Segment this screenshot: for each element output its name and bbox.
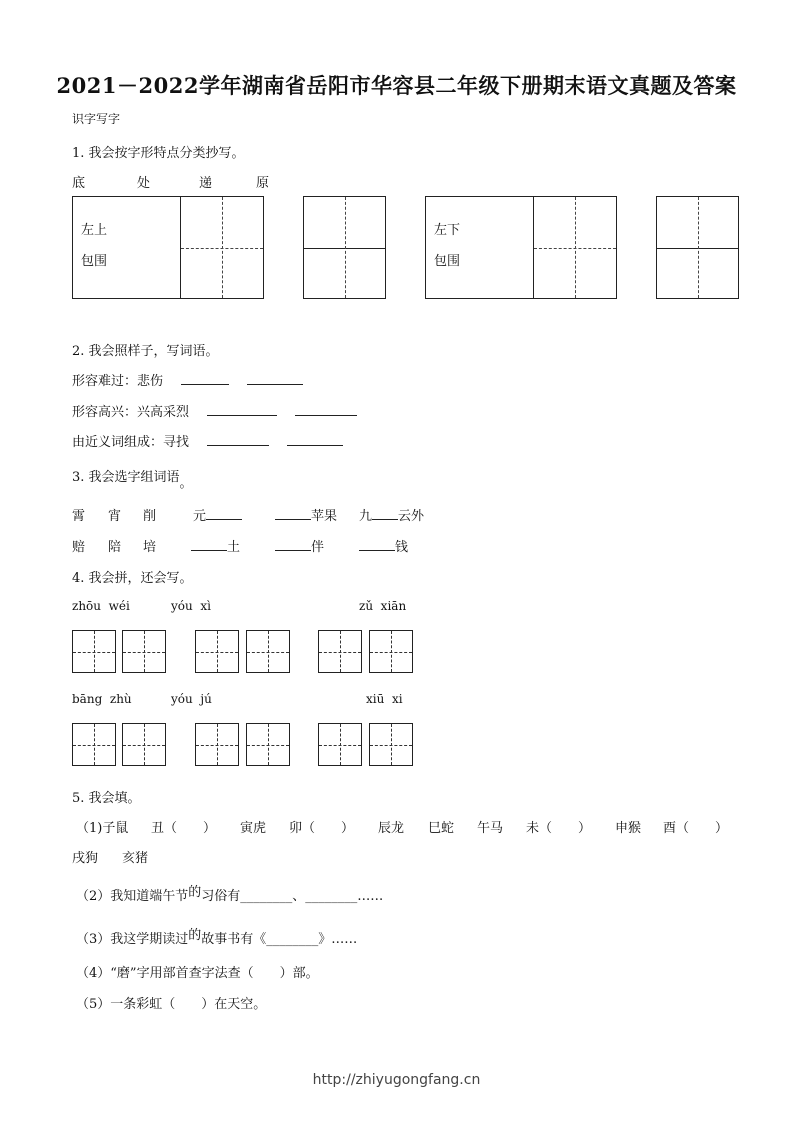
- q2-row-2-blank-1[interactable]: [207, 403, 277, 416]
- box1-label-1: 左上: [81, 223, 108, 238]
- q1-char-3: 递: [199, 176, 213, 191]
- q4-pinyin-6: xiū xi: [366, 692, 403, 706]
- zodiac-6: 巳蛇: [428, 821, 455, 836]
- q2-prompt: 2. 我会照样子，写词语。: [72, 344, 219, 359]
- q5-sub-3: [76, 928, 357, 947]
- zodiac-2[interactable]: 丑（ ）: [151, 821, 217, 836]
- q3-row2-item-1: [191, 536, 240, 555]
- box2-writing-area[interactable]: [533, 197, 616, 298]
- q4-prompt: 4. 我会拼，还会写。: [72, 571, 193, 586]
- q2-row-2-label: 形容高兴：兴高采烈: [72, 405, 190, 420]
- q2-row-3-blank-2[interactable]: [287, 433, 343, 446]
- q4-pinyin-2: yóu xì: [171, 599, 211, 613]
- zodiac-12: 亥猪: [122, 851, 149, 866]
- q4-pinyin-1: zhōu wéi: [72, 599, 130, 613]
- footer-url[interactable]: http://zhiyugongfang.cn: [312, 1072, 481, 1088]
- q2-row-2-blank-2[interactable]: [295, 403, 357, 416]
- q3-blank-5[interactable]: [275, 538, 311, 551]
- q4-pinyin-4: bāng zhù: [72, 692, 132, 706]
- q3-word-yunwai: 云外: [398, 509, 425, 524]
- q3-row2-char-3: 培: [143, 540, 157, 555]
- section-heading: 识字写字: [72, 112, 121, 126]
- q3-blank-3[interactable]: [372, 507, 398, 520]
- q3-row1-item-3: [359, 505, 424, 524]
- tianzige-cell[interactable]: [122, 630, 166, 673]
- q5-sub-4[interactable]: （4）“磨”字用部首查字法查（ ）部。: [76, 966, 319, 981]
- box1-label-2: 包围: [81, 254, 108, 269]
- q3-row1-char-3: 削: [143, 509, 157, 524]
- zodiac-8[interactable]: 未（ ）: [526, 821, 592, 836]
- writing-cell-2[interactable]: [656, 196, 739, 299]
- tianzige-cell[interactable]: [195, 723, 239, 766]
- q3-blank-4[interactable]: [191, 538, 227, 551]
- q3-prompt-text: 3. 我会选字组词语: [72, 470, 180, 485]
- tianzige-cell[interactable]: [318, 630, 362, 673]
- q2-row-2: [72, 401, 357, 420]
- q4-pinyin-5: yóu jú: [171, 692, 212, 706]
- q2-row-1: [72, 370, 303, 389]
- q5-sub-2-de: 的: [188, 885, 202, 900]
- q3-word-yuan: 元: [193, 509, 207, 524]
- q3-word-pingguo: 苹果: [311, 509, 338, 524]
- structure-box-left-bottom: [425, 196, 617, 299]
- q5-sub-2: [76, 885, 383, 904]
- q5-sub-5[interactable]: （5）一条彩虹（ ）在天空。: [76, 997, 267, 1012]
- tianzige-cell[interactable]: [195, 630, 239, 673]
- q3-blank-1[interactable]: [206, 507, 242, 520]
- zodiac-11: 戌狗: [72, 851, 99, 866]
- q3-row2-char-2: 陪: [108, 540, 122, 555]
- tianzige-cell[interactable]: [369, 630, 413, 673]
- q3-blank-2[interactable]: [275, 507, 311, 520]
- q1-prompt: 1. 我会按字形特点分类抄写。: [72, 146, 245, 161]
- zodiac-1: （1)子鼠: [76, 821, 129, 836]
- q5-prompt: 5. 我会填。: [72, 791, 141, 806]
- q1-char-1: 底: [72, 176, 86, 191]
- tianzige-cell[interactable]: [122, 723, 166, 766]
- tianzige-cell[interactable]: [369, 723, 413, 766]
- box2-label-1: 左下: [434, 223, 461, 238]
- structure-box-left-top: [72, 196, 264, 299]
- q2-row-1-blank-2[interactable]: [247, 372, 303, 385]
- q3-row2-item-2: [275, 536, 324, 555]
- zodiac-3: 寅虎: [240, 821, 267, 836]
- tianzige-cell[interactable]: [72, 630, 116, 673]
- q3-prompt: [72, 466, 193, 491]
- q1-char-4: 原: [256, 176, 270, 191]
- zodiac-7: 午马: [477, 821, 504, 836]
- tianzige-cell[interactable]: [318, 723, 362, 766]
- tianzige-cell[interactable]: [72, 723, 116, 766]
- q3-blank-6[interactable]: [359, 538, 395, 551]
- q3-row2-char-1: 赔: [72, 540, 86, 555]
- zodiac-5: 辰龙: [378, 821, 405, 836]
- q3-row1-item-1: [193, 505, 242, 524]
- q3-prompt-end: 。: [179, 476, 193, 491]
- zodiac-4[interactable]: 卯（ ）: [289, 821, 355, 836]
- q5-sub-3-de: 的: [188, 928, 202, 943]
- q1-char-2: 处: [137, 176, 151, 191]
- box1-writing-area[interactable]: [180, 197, 263, 298]
- zodiac-10[interactable]: 酉（ ）: [663, 821, 729, 836]
- q5-sub-3-a: （3）我这学期读过: [76, 932, 189, 947]
- q3-word-tu: 土: [227, 540, 241, 555]
- q5-sub-3-b[interactable]: 故事书有《________》……: [201, 932, 358, 947]
- q3-word-jiu: 九: [359, 509, 373, 524]
- q2-row-3: [72, 431, 343, 450]
- tianzige-cell[interactable]: [246, 630, 290, 673]
- writing-cell-1[interactable]: [303, 196, 386, 299]
- q5-sub-2-a: （2）我知道端午节: [76, 889, 189, 904]
- page-title: 2021－2022学年湖南省岳阳市华容县二年级下册期末语文真题及答案: [56, 73, 737, 98]
- q3-word-qian: 钱: [395, 540, 409, 555]
- q3-row1-char-2: 宵: [108, 509, 122, 524]
- q2-row-1-label: 形容难过：悲伤: [72, 374, 164, 389]
- zodiac-9: 申猴: [615, 821, 642, 836]
- q3-row1-char-1: 霄: [72, 509, 86, 524]
- q2-row-3-blank-1[interactable]: [207, 433, 269, 446]
- q3-word-ban: 伴: [311, 540, 325, 555]
- q2-row-3-label: 由近义词组成：寻找: [72, 435, 190, 450]
- tianzige-cell[interactable]: [246, 723, 290, 766]
- q3-row1-item-2: [275, 505, 337, 524]
- box2-label-2: 包围: [434, 254, 461, 269]
- q4-pinyin-3: zǔ xiān: [359, 599, 407, 613]
- q5-sub-2-b[interactable]: 习俗有________、________……: [201, 889, 384, 904]
- q2-row-1-blank-1[interactable]: [181, 372, 229, 385]
- q3-row2-item-3: [359, 536, 408, 555]
